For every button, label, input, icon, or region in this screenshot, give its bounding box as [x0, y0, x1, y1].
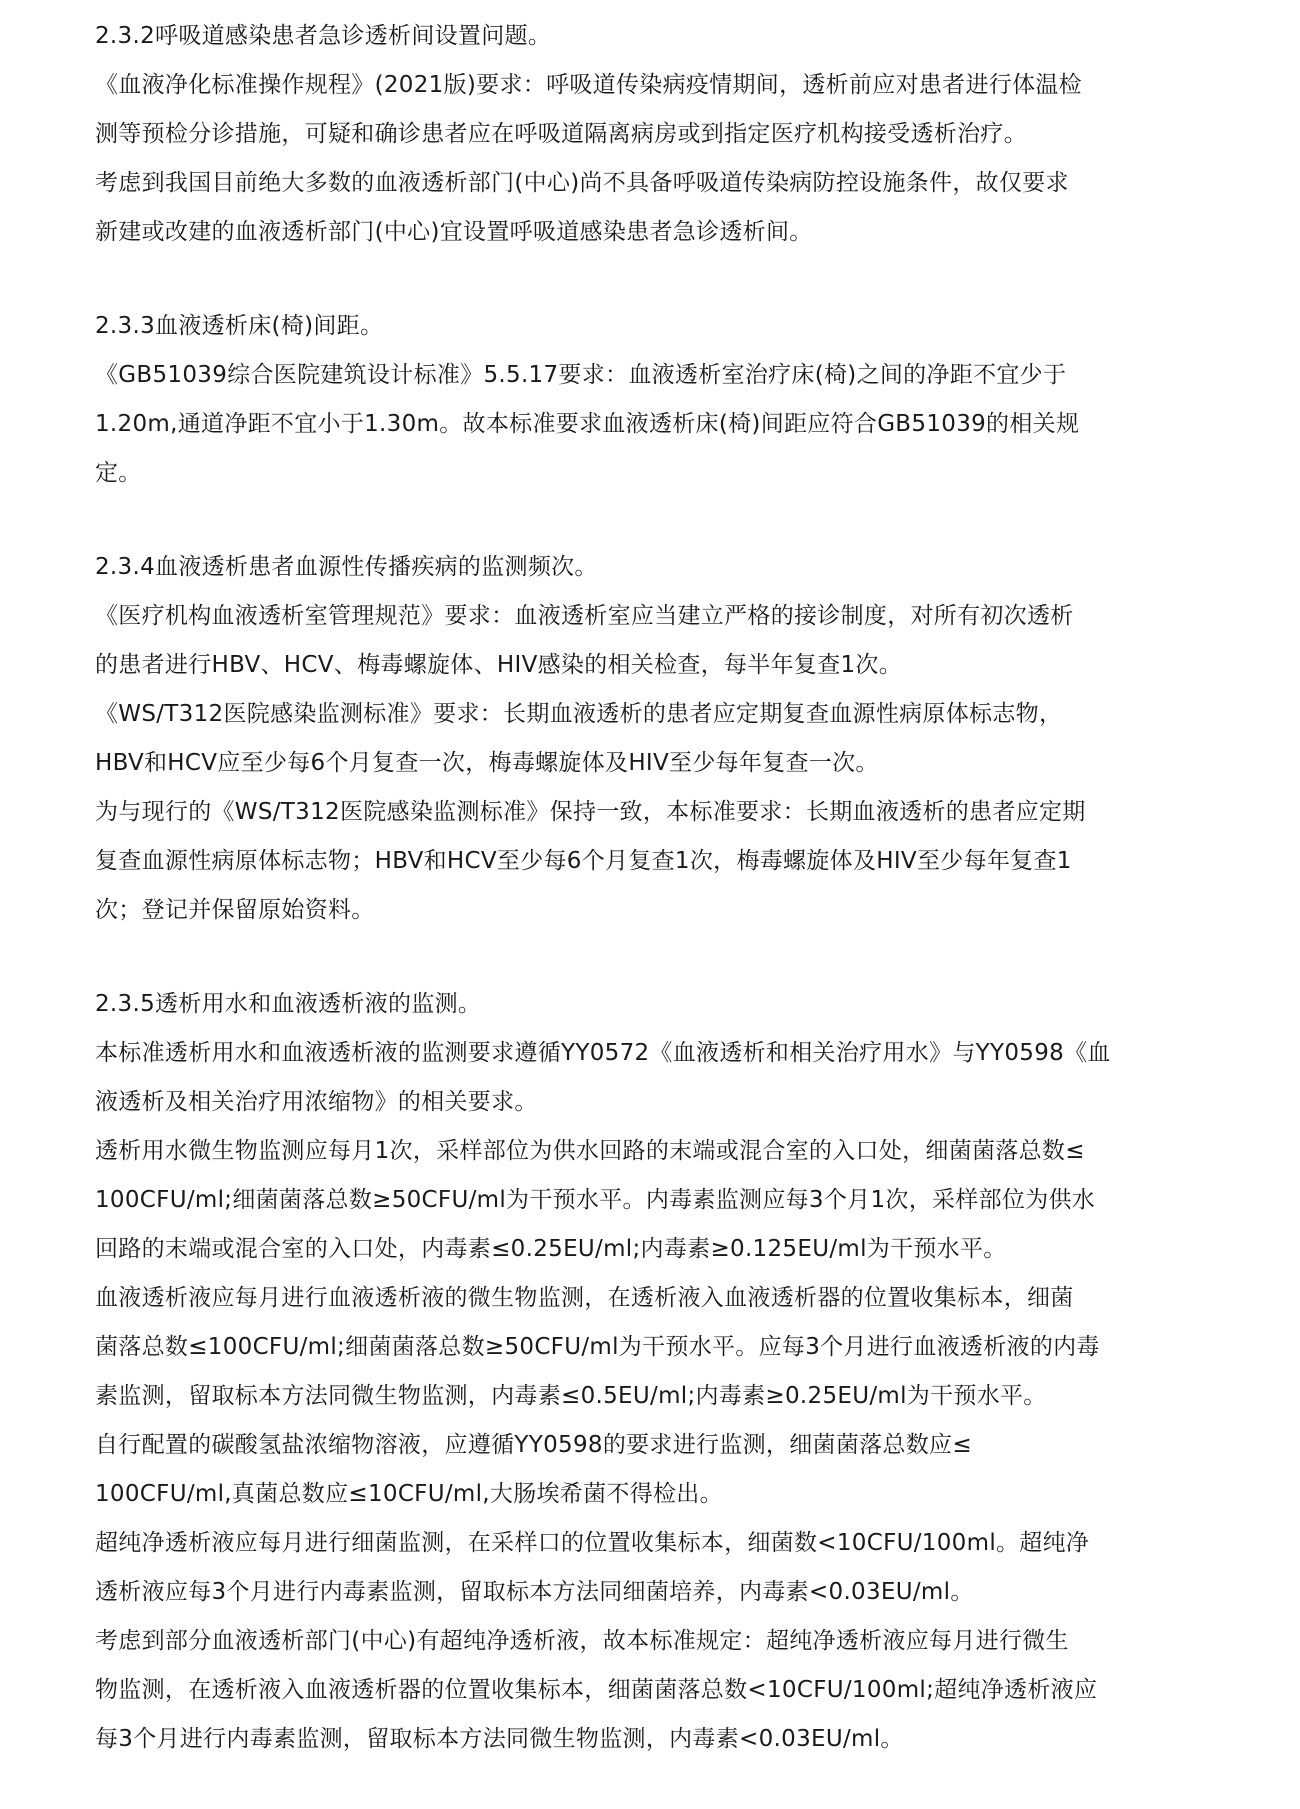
- paragraph-line: 《GB51039综合医院建筑设计标准》5.5.17要求：血液透析室治疗床(椅)之间的净距不宜少于: [95, 362, 1067, 388]
- section-heading: 2.3.2呼吸道感染患者急诊透析间设置问题。: [95, 23, 552, 49]
- paragraph-line: 考虑到我国目前绝大多数的血液透析部门(中心)尚不具备呼吸道传染病防控设施条件，故仅要求: [95, 170, 1069, 196]
- section-2-3-3: [95, 302, 1215, 498]
- paragraph-line: 素监测，留取标本方法同微生物监测，内毒素≤0.5EU/ml;内毒素≥0.25EU/ml为干预水平。: [95, 1383, 1047, 1409]
- paragraph-line: HBV和HCV应至少每6个月复查一次，梅毒螺旋体及HIV至少每年复查一次。: [95, 750, 879, 776]
- paragraph-line: 《血液净化标准操作规程》(2021版)要求：呼吸道传染病疫情期间，透析前应对患者进行体温检: [95, 72, 1082, 98]
- paragraph-line: 考虑到部分血液透析部门(中心)有超纯净透析液，故本标准规定：超纯净透析液应每月进行微生: [95, 1628, 1069, 1654]
- paragraph-line: 回路的末端或混合室的入口处，内毒素≤0.25EU/ml;内毒素≥0.125EU/ml为干预水平。: [95, 1236, 1007, 1262]
- paragraph-line: 《医疗机构血液透析室管理规范》要求：血液透析室应当建立严格的接诊制度，对所有初次透析: [95, 603, 1074, 629]
- paragraph-line: 1.20m,通道净距不宜小于1.30m。故本标准要求血液透析床(椅)间距应符合GB51039的相关规: [95, 411, 1080, 437]
- paragraph-line: 次；登记并保留原始资料。: [95, 897, 375, 923]
- paragraph-line: 《WS/T312医院感染监测标准》要求：长期血液透析的患者应定期复查血源性病原体标志物，: [95, 701, 1063, 727]
- paragraph-line: 为与现行的《WS/T312医院感染监测标准》保持一致，本标准要求：长期血液透析的患者应定期: [95, 799, 1086, 825]
- paragraph-line: 本标准透析用水和血液透析液的监测要求遵循YY0572《血液透析和相关治疗用水》与YY0598《血: [95, 1040, 1111, 1066]
- paragraph-line: 菌落总数≤100CFU/ml;细菌菌落总数≥50CFU/ml为干预水平。应每3个月进行血液透析液的内毒: [95, 1334, 1100, 1360]
- paragraph-line: 复查血源性病原体标志物；HBV和HCV至少每6个月复查1次，梅毒螺旋体及HIV至少每年复查1: [95, 848, 1072, 874]
- paragraph-line: 透析液应每3个月进行内毒素监测，留取标本方法同细菌培养，内毒素<0.03EU/ml。: [95, 1579, 974, 1605]
- paragraph-line: 新建或改建的血液透析部门(中心)宜设置呼吸道感染患者急诊透析间。: [95, 219, 813, 245]
- paragraph-line: 液透析及相关治疗用浓缩物》的相关要求。: [95, 1089, 538, 1115]
- paragraph-line: 100CFU/ml;细菌菌落总数≥50CFU/ml为干预水平。内毒素监测应每3个月1次，采样部位为供水: [95, 1187, 1096, 1213]
- paragraph-line: 测等预检分诊措施，可疑和确诊患者应在呼吸道隔离病房或到指定医疗机构接受透析治疗。: [95, 121, 1027, 147]
- section-2-3-5: [95, 980, 1215, 1764]
- paragraph-line: 透析用水微生物监测应每月1次，采样部位为供水回路的末端或混合室的入口处，细菌菌落总数≤: [95, 1138, 1085, 1164]
- section-heading: 2.3.4血液透析患者血源性传播疾病的监测频次。: [95, 554, 598, 580]
- section-2-3-4: [95, 543, 1215, 935]
- paragraph-line: 血液透析液应每月进行血液透析液的微生物监测，在透析液入血液透析器的位置收集标本，细菌: [95, 1285, 1074, 1311]
- section-heading: 2.3.3血液透析床(椅)间距。: [95, 313, 384, 339]
- section-heading: 2.3.5透析用水和血液透析液的监测。: [95, 991, 482, 1017]
- paragraph-line: 定。: [95, 460, 142, 486]
- paragraph-line: 自行配置的碳酸氢盐浓缩物溶液，应遵循YY0598的要求进行监测，细菌菌落总数应≤: [95, 1432, 972, 1458]
- paragraph-line: 的患者进行HBV、HCV、梅毒螺旋体、HIV感染的相关检查，每半年复查1次。: [95, 652, 903, 678]
- paragraph-line: 物监测，在透析液入血液透析器的位置收集标本，细菌菌落总数<10CFU/100ml;超纯净透析液应: [95, 1677, 1098, 1703]
- paragraph-line: 超纯净透析液应每月进行细菌监测，在采样口的位置收集标本，细菌数<10CFU/100ml。超纯净: [95, 1530, 1090, 1556]
- paragraph-line: 每3个月进行内毒素监测，留取标本方法同微生物监测，内毒素<0.03EU/ml。: [95, 1726, 904, 1752]
- paragraph-line: 100CFU/ml,真菌总数应≤10CFU/ml,大肠埃希菌不得检出。: [95, 1481, 723, 1507]
- section-2-3-2: [95, 12, 1215, 257]
- document-page: [95, 12, 1215, 1809]
